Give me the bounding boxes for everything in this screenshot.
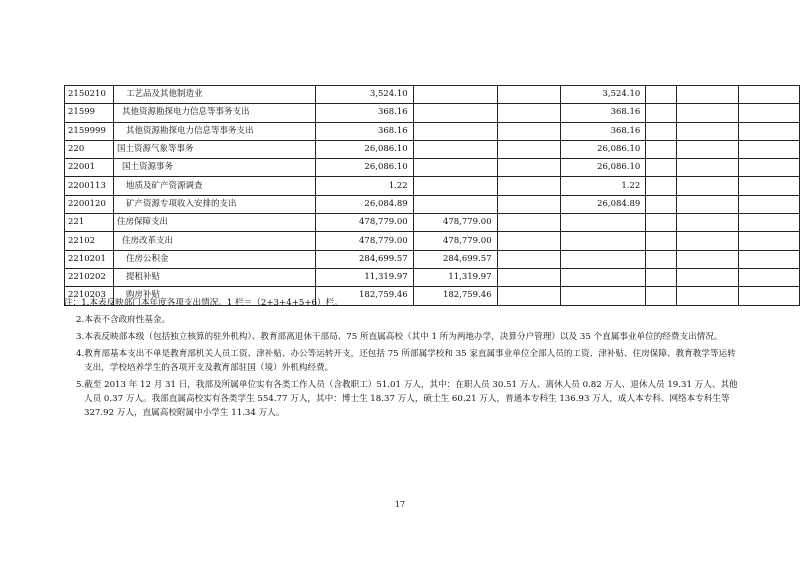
note-text: 1.本表反映部门本年度各项支出情况。1 栏＝（2+3+4+5+6）栏。 xyxy=(81,298,343,308)
cell-code: 220 xyxy=(65,140,114,158)
cell-amount-c7 xyxy=(739,122,800,140)
cell-amount-c1: 1.22 xyxy=(315,177,413,195)
cell-amount-c3 xyxy=(497,177,561,195)
cell-code: 2200120 xyxy=(65,195,114,213)
table-row xyxy=(65,250,800,268)
cell-amount-c5 xyxy=(646,104,677,122)
expenditure-table xyxy=(64,85,800,306)
cell-amount-c1: 11,319.97 xyxy=(315,268,413,286)
cell-amount-c3 xyxy=(497,159,561,177)
cell-amount-c6 xyxy=(677,268,739,286)
cell-code: 2159999 xyxy=(65,122,114,140)
cell-amount-c4: 3,524.10 xyxy=(561,86,646,104)
cell-item-name: 住房保障支出 xyxy=(113,214,315,232)
cell-amount-c3 xyxy=(497,250,561,268)
cell-item-name: 工艺品及其他制造业 xyxy=(113,86,315,104)
cell-amount-c5 xyxy=(646,177,677,195)
cell-amount-c5 xyxy=(646,250,677,268)
cell-item-name: 地质及矿产资源调查 xyxy=(113,177,315,195)
cell-amount-c7 xyxy=(739,177,800,195)
cell-code: 2210202 xyxy=(65,268,114,286)
cell-amount-c1: 26,086.10 xyxy=(315,140,413,158)
table-row xyxy=(65,214,800,232)
cell-amount-c7 xyxy=(739,104,800,122)
cell-amount-c4: 368.16 xyxy=(561,104,646,122)
table-row xyxy=(65,140,800,158)
cell-amount-c2: 284,699.57 xyxy=(413,250,497,268)
cell-amount-c3 xyxy=(497,140,561,158)
notes-prefix: 注： xyxy=(64,298,82,308)
cell-item-name: 其他资源勘探电力信息等事务支出 xyxy=(113,122,315,140)
cell-amount-c6 xyxy=(677,104,739,122)
table-row xyxy=(65,86,800,104)
cell-amount-c4 xyxy=(561,214,646,232)
cell-amount-c2: 478,779.00 xyxy=(413,232,497,250)
cell-amount-c4 xyxy=(561,268,646,286)
cell-amount-c1: 284,699.57 xyxy=(315,250,413,268)
cell-amount-c4: 26,086.10 xyxy=(561,159,646,177)
cell-amount-c7 xyxy=(739,232,800,250)
table-body xyxy=(65,86,800,306)
cell-code: 2210201 xyxy=(65,250,114,268)
cell-amount-c2: 478,779.00 xyxy=(413,214,497,232)
cell-amount-c3 xyxy=(497,122,561,140)
cell-amount-c1: 3,524.10 xyxy=(315,86,413,104)
cell-code: 2210203 xyxy=(65,287,114,305)
cell-amount-c3 xyxy=(497,104,561,122)
cell-amount-c5 xyxy=(646,159,677,177)
cell-amount-c6 xyxy=(677,232,739,250)
cell-amount-c2 xyxy=(413,86,497,104)
cell-amount-c7 xyxy=(739,214,800,232)
note-5: 5.截至 2013 年 12 月 31 日，我部及所属单位实有各类工作人员（含教职工）51.01 万人，其中：在职人员 30.51 万人、离休人员 0.82 万人、退休人员 19.31 万人、其他人员 0.37 万人。我部直属高校实有各类学生 554.77 万人，其中：博士生 18.37 万人，硕士生 60.21 万人，普通本专科生 136.93 万人，成人本专科、网络本专科生等 327.92 万人，直属高校附属中小学生 11.34 万人。 xyxy=(76,380,738,418)
cell-amount-c7 xyxy=(739,287,800,305)
cell-amount-c6 xyxy=(677,250,739,268)
notes-section xyxy=(64,296,744,423)
cell-amount-c6 xyxy=(677,159,739,177)
cell-item-name: 提租补贴 xyxy=(113,268,315,286)
cell-amount-c3 xyxy=(497,86,561,104)
cell-amount-c7 xyxy=(739,86,800,104)
cell-code: 2150210 xyxy=(65,86,114,104)
note-1 xyxy=(64,296,744,310)
cell-item-name: 住房改革支出 xyxy=(113,232,315,250)
note-2: 2.本表不含政府性基金。 xyxy=(76,315,171,325)
cell-amount-c6 xyxy=(677,140,739,158)
cell-amount-c3 xyxy=(497,268,561,286)
cell-amount-c5 xyxy=(646,140,677,158)
cell-item-name: 购房补贴 xyxy=(113,287,315,305)
note-3: 3.本表反映部本级（包括独立核算的驻外机构）、教育部离退休干部局、75 所直属高校（其中 1 所为两地办学，决算分户管理）以及 35 个直属事业单位的经费支出情况。 xyxy=(76,332,723,342)
cell-amount-c1: 478,779.00 xyxy=(315,232,413,250)
cell-amount-c6 xyxy=(677,214,739,232)
cell-code: 221 xyxy=(65,214,114,232)
table-row xyxy=(65,159,800,177)
cell-amount-c5 xyxy=(646,232,677,250)
cell-amount-c3 xyxy=(497,232,561,250)
cell-amount-c4: 26,084.89 xyxy=(561,195,646,213)
page-number: 17 xyxy=(394,500,406,509)
cell-item-name: 国土资源气象等事务 xyxy=(113,140,315,158)
cell-item-name: 其他资源勘探电力信息等事务支出 xyxy=(113,104,315,122)
cell-amount-c7 xyxy=(739,195,800,213)
note-4: 4.教育部基本支出不单是教育部机关人员工资、津补贴、办公等运转开支，还包括 75 所部属学校和 35 家直属事业单位全部人员的工资、津补贴、住房保障、教育教学等运转支出，学校培养学生的各项开支及教育部驻国（境）外机构经费。 xyxy=(76,349,736,373)
cell-amount-c2 xyxy=(413,122,497,140)
cell-amount-c7 xyxy=(739,159,800,177)
cell-amount-c5 xyxy=(646,86,677,104)
cell-amount-c1: 182,759.46 xyxy=(315,287,413,305)
cell-amount-c6 xyxy=(677,177,739,195)
cell-amount-c5 xyxy=(646,268,677,286)
cell-amount-c1: 368.16 xyxy=(315,104,413,122)
cell-amount-c2 xyxy=(413,104,497,122)
cell-amount-c5 xyxy=(646,214,677,232)
cell-amount-c6 xyxy=(677,195,739,213)
cell-amount-c5 xyxy=(646,122,677,140)
cell-item-name: 住房公积金 xyxy=(113,250,315,268)
expenditure-table-container xyxy=(64,85,800,306)
cell-amount-c1: 26,084.89 xyxy=(315,195,413,213)
cell-amount-c4: 26,086.10 xyxy=(561,140,646,158)
cell-code: 22102 xyxy=(65,232,114,250)
cell-code: 22001 xyxy=(65,159,114,177)
cell-amount-c6 xyxy=(677,86,739,104)
cell-amount-c4: 368.16 xyxy=(561,122,646,140)
cell-amount-c1: 478,779.00 xyxy=(315,214,413,232)
cell-amount-c2: 182,759.46 xyxy=(413,287,497,305)
cell-amount-c7 xyxy=(739,268,800,286)
cell-amount-c6 xyxy=(677,122,739,140)
table-row xyxy=(65,104,800,122)
cell-amount-c2 xyxy=(413,177,497,195)
cell-code: 21599 xyxy=(65,104,114,122)
table-row xyxy=(65,195,800,213)
cell-amount-c1: 26,086.10 xyxy=(315,159,413,177)
cell-code: 2200113 xyxy=(65,177,114,195)
cell-amount-c3 xyxy=(497,214,561,232)
cell-amount-c4 xyxy=(561,250,646,268)
table-row xyxy=(65,122,800,140)
cell-amount-c1: 368.16 xyxy=(315,122,413,140)
cell-amount-c2 xyxy=(413,140,497,158)
cell-item-name: 国土资源事务 xyxy=(113,159,315,177)
table-row xyxy=(65,232,800,250)
cell-amount-c4: 1.22 xyxy=(561,177,646,195)
table-row xyxy=(65,268,800,286)
cell-amount-c2: 11,319.97 xyxy=(413,268,497,286)
cell-amount-c5 xyxy=(646,195,677,213)
cell-item-name: 矿产资源专项收入安排的支出 xyxy=(113,195,315,213)
cell-amount-c2 xyxy=(413,159,497,177)
table-row xyxy=(65,177,800,195)
cell-amount-c2 xyxy=(413,195,497,213)
cell-amount-c7 xyxy=(739,140,800,158)
cell-amount-c4 xyxy=(561,232,646,250)
cell-amount-c7 xyxy=(739,250,800,268)
cell-amount-c3 xyxy=(497,195,561,213)
